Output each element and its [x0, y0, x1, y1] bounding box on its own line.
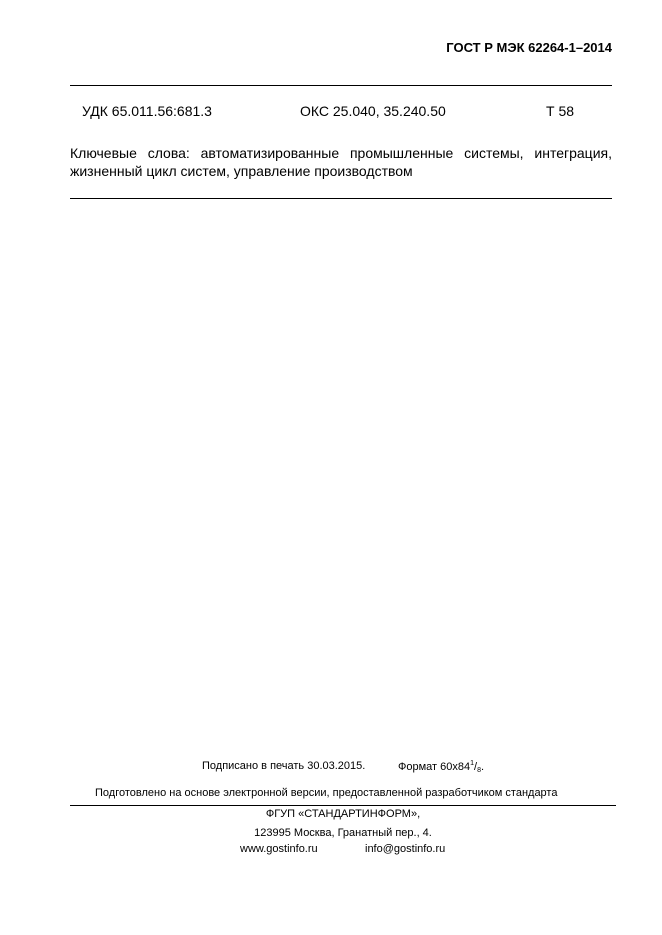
document-code: ГОСТ Р МЭК 62264-1–2014 [446, 40, 612, 55]
signed-date: Подписано в печать 30.03.2015. [202, 760, 366, 772]
publisher-name: ФГУП «СТАНДАРТИНФОРМ», [265, 808, 421, 820]
print-format: Формат $60х84^1/_8$. [398, 760, 485, 774]
keywords-divider [70, 198, 612, 199]
top-divider [70, 85, 612, 86]
keywords-line-2: жизненный цикл систем, управление производством [70, 163, 413, 179]
website-link[interactable]: www.gostinfo.ru [240, 843, 318, 855]
keywords-block [70, 144, 612, 180]
email-link[interactable]: info@gostinfo.ru [365, 843, 446, 855]
format-denominator: 8 [477, 767, 481, 774]
imprint-divider [70, 805, 616, 806]
format-suffix: . [480, 761, 485, 773]
t-code: Т 58 [546, 103, 575, 119]
format-numerator: 1 [470, 760, 475, 767]
oks-code: ОКС 25.040, 35.240.50 [300, 103, 446, 119]
prepared-note: Подготовлено на основе электронной версии, предоставленной разработчиком стандарта [95, 787, 558, 799]
udk-code: УДК 65.011.56:681.3 [82, 103, 212, 119]
publisher-address: 123995 Москва, Гранатный пер., 4. [254, 827, 432, 839]
format-prefix: Формат 60х84 [398, 761, 471, 773]
keywords-line-1: Ключевые слова: автоматизированные промышленные системы, интеграция, [70, 145, 612, 161]
